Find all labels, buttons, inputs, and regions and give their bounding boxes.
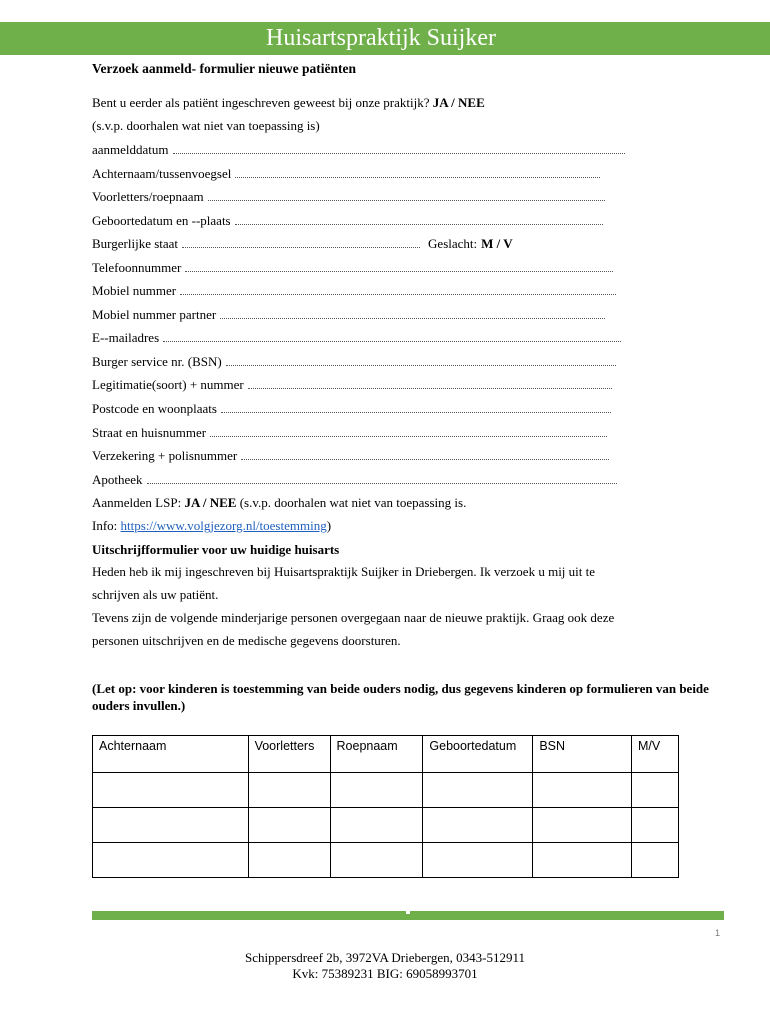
footer-bar-notch: [406, 911, 410, 914]
question-choice[interactable]: JA / NEE: [432, 95, 485, 110]
field-mobiel-partner[interactable]: [92, 307, 605, 323]
table-cell[interactable]: [93, 843, 249, 878]
children-table: [92, 735, 679, 878]
col-mv: M/V: [632, 736, 679, 773]
field-label: Mobiel nummer partner: [92, 307, 217, 322]
page-number: 1: [714, 928, 720, 938]
fill-line[interactable]: [208, 190, 605, 201]
fill-line[interactable]: [147, 473, 617, 484]
fill-line[interactable]: [226, 355, 616, 366]
table-cell[interactable]: [330, 808, 423, 843]
table-cell[interactable]: [632, 843, 679, 878]
table-cell[interactable]: [423, 843, 533, 878]
previous-registration-question: [92, 95, 485, 111]
fill-line[interactable]: [210, 426, 607, 437]
fill-line[interactable]: [173, 143, 625, 154]
table-cell[interactable]: [330, 773, 423, 808]
field-label: Postcode en woonplaats: [92, 401, 217, 416]
question-text: Bent u eerder als patiënt ingeschreven geweest bij onze praktijk?: [92, 95, 430, 110]
footer-registration: Kvk: 75389231 BIG: 69058993701: [292, 966, 478, 981]
lsp-line: [92, 495, 466, 511]
field-email[interactable]: [92, 330, 621, 346]
field-postcode[interactable]: [92, 401, 611, 417]
form-subtitle: Verzoek aanmeld- formulier nieuwe patiënten: [92, 61, 356, 76]
field-straat[interactable]: [92, 425, 607, 441]
table-cell[interactable]: [330, 843, 423, 878]
field-label: Apotheek: [92, 472, 143, 487]
col-geboortedatum: Geboortedatum: [423, 736, 533, 773]
field-aanmelddatum[interactable]: [92, 142, 625, 158]
info-link[interactable]: https://www.volgjezorg.nl/toestemming: [120, 518, 327, 533]
deregister-text-3: Tevens zijn de volgende minderjarige personen overgegaan naar de nieuwe praktijk. Graag ook deze: [92, 610, 615, 625]
field-label: Geboortedatum en --plaats: [92, 213, 231, 228]
table-cell[interactable]: [632, 808, 679, 843]
col-achternaam: Achternaam: [93, 736, 249, 773]
consent-note: (Let op: voor kinderen is toestemming van beide ouders nodig, dus gegevens kinderen op formulieren van beide ouders invullen.): [92, 681, 709, 713]
info-close: ): [326, 518, 332, 533]
fill-line[interactable]: [235, 214, 603, 225]
col-roepnaam: Roepnaam: [330, 736, 423, 773]
field-verzekering[interactable]: [92, 448, 609, 464]
field-label: Verzekering + polisnummer: [92, 448, 238, 463]
footer-address: Schippersdreef 2b, 3972VA Driebergen, 0343-512911: [245, 950, 525, 965]
field-achternaam[interactable]: [92, 166, 600, 182]
field-geboortedatum[interactable]: [92, 213, 603, 229]
deregister-title: Uitschrijfformulier voor uw huidige huisarts: [92, 542, 340, 557]
table-cell[interactable]: [93, 808, 249, 843]
fill-line[interactable]: [182, 237, 420, 248]
lsp-note: (s.v.p. doorhalen wat niet van toepassing is.: [239, 495, 467, 510]
fill-line[interactable]: [220, 308, 605, 319]
field-label: aanmelddatum: [92, 142, 169, 157]
lsp-choice[interactable]: JA / NEE: [184, 495, 237, 510]
table-cell[interactable]: [423, 773, 533, 808]
col-bsn: BSN: [533, 736, 632, 773]
field-voorletters[interactable]: [92, 189, 605, 205]
table-cell[interactable]: [632, 773, 679, 808]
table-cell[interactable]: [533, 843, 632, 878]
table-cell[interactable]: [533, 773, 632, 808]
fill-line[interactable]: [248, 378, 612, 389]
page-title: Huisartspraktijk Suijker: [266, 25, 496, 51]
field-label: E--mailadres: [92, 330, 160, 345]
fill-line[interactable]: [235, 167, 600, 178]
table-cell[interactable]: [533, 808, 632, 843]
table-cell[interactable]: [423, 808, 533, 843]
table-cell[interactable]: [248, 773, 330, 808]
table-row: [93, 843, 679, 878]
field-label: Mobiel nummer: [92, 283, 177, 298]
field-burgerlijke-staat[interactable]: [92, 236, 513, 252]
strike-note: (s.v.p. doorhalen wat niet van toepassing is): [92, 118, 320, 133]
field-label: Legitimatie(soort) + nummer: [92, 377, 244, 392]
gender-label: Geslacht:: [428, 236, 478, 251]
field-label: Burgerlijke staat: [92, 236, 179, 251]
fill-line[interactable]: [163, 331, 621, 342]
field-label: Achternaam/tussenvoegsel: [92, 166, 232, 181]
gender-choice[interactable]: M / V: [481, 236, 513, 251]
deregister-text-1: Heden heb ik mij ingeschreven bij Huisartspraktijk Suijker in Driebergen. Ik verzoek u mij uit te: [92, 564, 596, 579]
field-label: Burger service nr. (BSN): [92, 354, 222, 369]
table-row: [93, 808, 679, 843]
field-label: Telefoonnummer: [92, 260, 182, 275]
table-row: [93, 773, 679, 808]
field-telefoon[interactable]: [92, 260, 613, 276]
field-mobiel[interactable]: [92, 283, 616, 299]
field-label: Voorletters/roepnaam: [92, 189, 204, 204]
fill-line[interactable]: [185, 261, 613, 272]
field-label: Straat en huisnummer: [92, 425, 207, 440]
info-line: [92, 518, 331, 534]
field-legitimatie[interactable]: [92, 377, 612, 393]
fill-line[interactable]: [241, 449, 609, 460]
lsp-label: Aanmelden LSP:: [92, 495, 182, 510]
fill-line[interactable]: [180, 284, 616, 295]
table-cell[interactable]: [93, 773, 249, 808]
deregister-text-2: schrijven als uw patiënt.: [92, 587, 219, 602]
field-apotheek[interactable]: [92, 472, 617, 488]
table-header-row: [93, 736, 679, 773]
col-voorletters: Voorletters: [248, 736, 330, 773]
table-cell[interactable]: [248, 808, 330, 843]
field-bsn[interactable]: [92, 354, 616, 370]
footer-bar: [92, 911, 724, 920]
deregister-text-4: personen uitschrijven en de medische gegevens doorsturen.: [92, 633, 401, 648]
info-label: Info:: [92, 518, 118, 533]
table-cell[interactable]: [248, 843, 330, 878]
fill-line[interactable]: [221, 402, 611, 413]
